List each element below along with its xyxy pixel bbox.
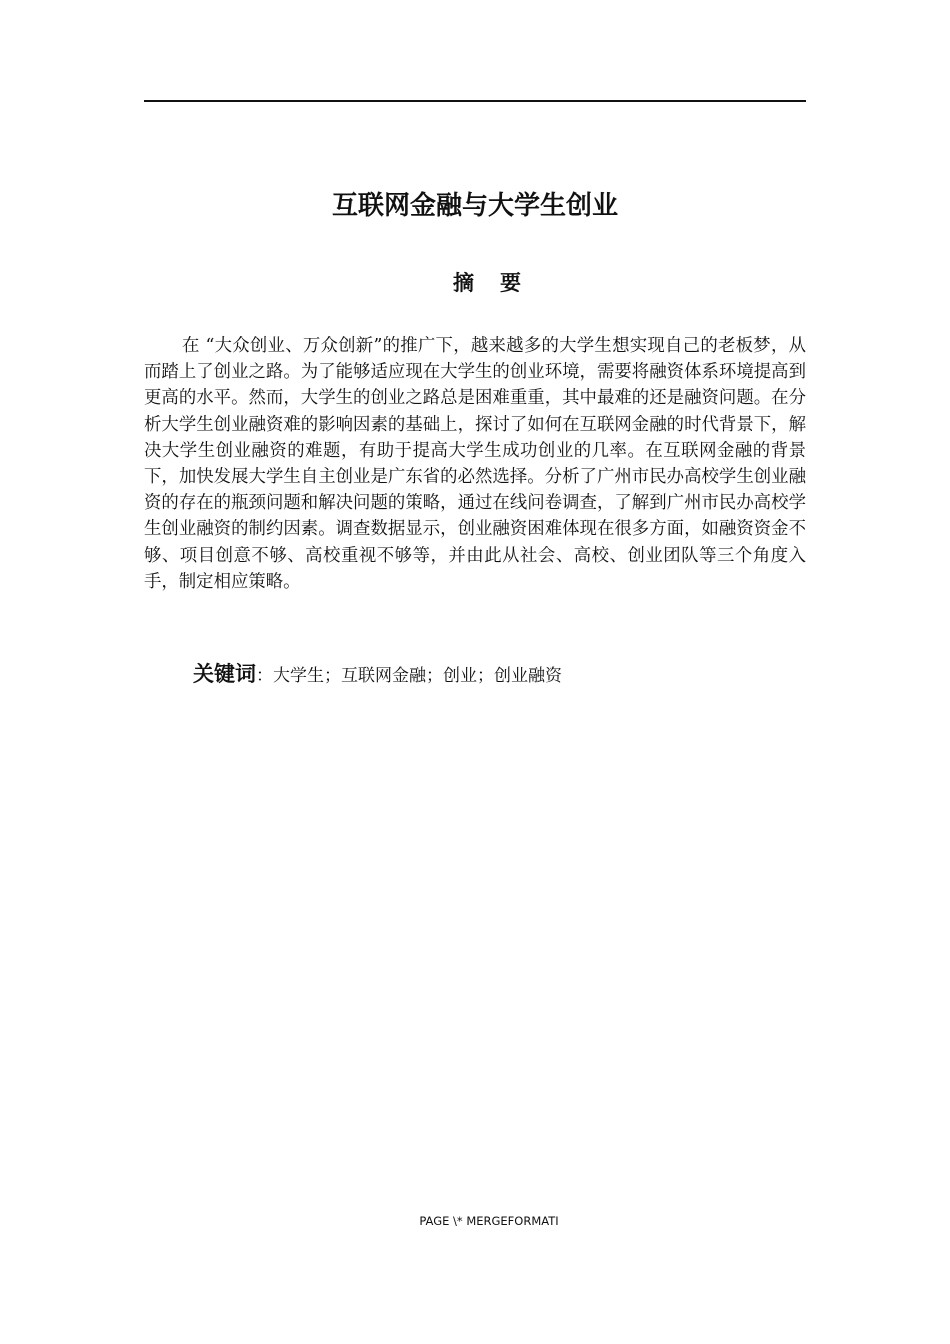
keywords-separator: ：	[256, 666, 273, 686]
abstract-body: 在 “大众创业、万众创新”的推广下，越来越多的大学生想实现自己的老板梦，从而踏上了创业之路。为了能够适应现在大学生的创业环境，需要将融资体系环境提高到更高的水平。然而，大学生的创业之路总是困难重重，其中最难的还是融资问题。在分析大学生创业融资难的影响因素的基础上，探讨了如何在互联网金融的时代背景下，解决大学生创业融资的难题，有助于提高大学生成功创业的几率。在互联网金融的背景下，加快发展大学生自主创业是广东省的必然选择。分析了广州市民办高校学生创业融资的存在的瓶颈问题和解决问题的策略，通过在线问卷调查，了解到广州市民办高校学生创业融资的制约因素。调查数据显示，创业融资困难体现在很多方面，如融资资金不够、项目创意不够、高校重视不够等，并由此从社会、高校、创业团队等三个角度入手，制定相应策略。	[144, 336, 806, 592]
keywords-label: 关键词	[193, 662, 256, 686]
page-footer: PAGE \* MERGEFORMATI	[419, 1214, 559, 1228]
abstract-heading: 摘要	[453, 271, 547, 295]
document-title: 互联网金融与大学生创业	[331, 191, 618, 221]
keywords-value: 大学生；互联网金融；创业；创业融资	[273, 666, 562, 686]
header-rule	[144, 100, 806, 102]
keywords-line	[193, 659, 806, 692]
